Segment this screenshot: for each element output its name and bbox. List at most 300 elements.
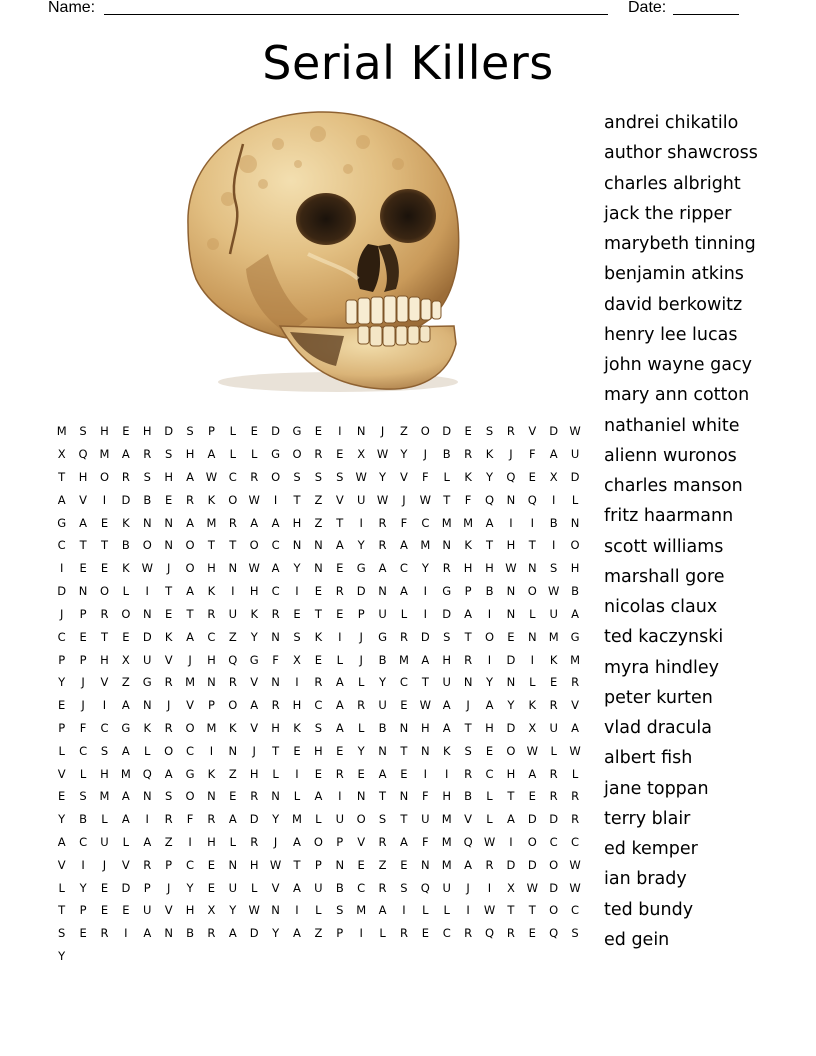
grid-letter[interactable]: W [419,492,432,507]
grid-letter[interactable]: C [485,766,494,781]
grid-letter[interactable]: L [251,447,258,462]
grid-letter[interactable]: A [442,698,451,713]
grid-letter[interactable]: Y [421,561,429,576]
grid-letter[interactable]: V [250,675,259,690]
grid-letter[interactable]: E [314,584,323,599]
grid-letter[interactable]: T [186,606,194,621]
grid-letter[interactable]: H [485,720,494,735]
grid-letter[interactable]: R [378,835,387,850]
grid-letter[interactable]: L [293,789,301,804]
grid-letter[interactable]: A [186,629,194,644]
grid-letter[interactable]: I [359,515,363,530]
grid-letter[interactable]: P [58,720,66,735]
grid-letter[interactable]: J [81,675,85,690]
grid-letter[interactable]: J [59,606,64,621]
grid-letter[interactable]: L [400,606,408,621]
grid-letter[interactable]: I [423,766,428,781]
grid-letter[interactable]: N [207,789,216,804]
grid-letter[interactable]: T [58,903,66,918]
grid-letter[interactable]: M [548,629,559,644]
grid-letter[interactable]: C [399,675,408,690]
grid-letter[interactable]: W [547,584,560,599]
grid-letter[interactable]: O [484,629,495,644]
grid-letter[interactable]: J [166,880,171,895]
grid-letter[interactable]: W [248,903,260,918]
grid-letter[interactable]: V [164,903,173,918]
grid-letter[interactable]: I [487,606,492,621]
grid-letter[interactable]: O [185,720,195,735]
grid-letter[interactable]: J [402,492,406,507]
grid-letter[interactable]: Y [229,903,237,918]
grid-letter[interactable]: Y [357,538,365,553]
grid-letter[interactable]: S [164,789,173,804]
grid-letter[interactable]: D [142,629,152,644]
grid-letter[interactable]: G [271,447,281,462]
grid-letter[interactable]: L [486,812,493,827]
grid-letter[interactable]: R [571,675,580,690]
grid-letter[interactable]: A [57,835,66,850]
grid-letter[interactable]: H [506,538,516,553]
grid-letter[interactable]: V [357,835,366,850]
grid-letter[interactable]: C [79,743,88,758]
grid-letter[interactable]: O [549,903,559,918]
grid-letter[interactable]: K [122,561,130,576]
grid-letter[interactable]: V [164,652,173,667]
grid-letter[interactable]: E [336,447,344,462]
grid-letter[interactable]: D [271,424,281,439]
grid-letter[interactable]: N [292,538,302,553]
grid-letter[interactable]: B [186,926,194,941]
grid-letter[interactable]: S [186,424,194,439]
grid-letter[interactable]: H [421,720,430,735]
grid-letter[interactable]: U [228,880,238,895]
grid-letter[interactable]: N [228,561,238,576]
grid-letter[interactable]: N [463,675,473,690]
grid-letter[interactable]: P [336,835,344,850]
grid-letter[interactable]: U [335,812,344,827]
grid-letter[interactable]: N [356,424,366,439]
grid-letter[interactable]: J [81,698,85,713]
grid-letter[interactable]: K [442,743,451,758]
grid-letter[interactable]: J [166,561,171,576]
grid-letter[interactable]: Z [314,515,323,530]
grid-letter[interactable]: N [570,515,580,530]
grid-letter[interactable]: K [549,652,558,667]
grid-letter[interactable]: D [549,812,559,827]
grid-letter[interactable]: I [295,675,299,690]
grid-letter[interactable]: I [551,538,556,553]
grid-letter[interactable]: F [400,515,408,530]
grid-letter[interactable]: S [571,926,579,941]
grid-letter[interactable]: E [58,789,66,804]
grid-letter[interactable]: O [121,606,131,621]
grid-letter[interactable]: N [142,698,152,713]
grid-letter[interactable]: A [400,584,408,599]
grid-letter[interactable]: G [121,720,131,735]
grid-letter[interactable]: U [421,812,430,827]
grid-letter[interactable]: C [186,743,195,758]
grid-letter[interactable]: F [528,447,536,462]
grid-letter[interactable]: G [142,675,152,690]
grid-letter[interactable]: H [292,698,302,713]
grid-letter[interactable]: L [529,606,536,621]
grid-letter[interactable]: J [423,447,428,462]
grid-letter[interactable]: N [271,675,280,690]
grid-letter[interactable]: R [442,561,451,576]
grid-letter[interactable]: D [249,812,259,827]
grid-letter[interactable]: R [228,515,237,530]
grid-letter[interactable]: H [185,447,195,462]
grid-letter[interactable]: L [101,812,108,827]
grid-letter[interactable]: H [271,720,280,735]
grid-letter[interactable]: Q [484,926,495,941]
grid-letter[interactable]: G [442,584,452,599]
grid-letter[interactable]: H [249,857,259,872]
grid-letter[interactable]: R [506,424,515,439]
grid-letter[interactable]: B [571,584,580,599]
grid-letter[interactable]: A [121,743,130,758]
grid-letter[interactable]: L [550,743,557,758]
grid-letter[interactable]: L [79,766,87,781]
grid-letter[interactable]: P [79,606,87,621]
grid-letter[interactable]: Y [293,561,301,576]
grid-letter[interactable]: E [293,743,301,758]
grid-letter[interactable]: T [443,492,451,507]
grid-letter[interactable]: P [464,584,472,599]
grid-letter[interactable]: Y [507,698,515,713]
grid-letter[interactable]: H [207,835,216,850]
grid-letter[interactable]: T [528,538,536,553]
grid-letter[interactable]: I [209,743,214,758]
date-field-line[interactable] [673,14,739,15]
grid-letter[interactable]: O [527,835,537,850]
grid-letter[interactable]: W [376,492,389,507]
grid-letter[interactable]: A [121,447,130,462]
grid-letter[interactable]: R [549,698,558,713]
grid-letter[interactable]: A [421,652,430,667]
grid-letter[interactable]: K [314,629,323,644]
grid-letter[interactable]: W [569,857,581,872]
grid-letter[interactable]: R [378,538,387,553]
grid-letter[interactable]: I [445,766,449,781]
grid-letter[interactable]: M [441,812,452,827]
grid-letter[interactable]: P [58,652,66,667]
grid-letter[interactable]: R [228,675,237,690]
grid-letter[interactable]: V [57,857,66,872]
grid-letter[interactable]: P [207,424,215,439]
grid-letter[interactable]: W [505,561,517,576]
grid-letter[interactable]: R [335,584,344,599]
grid-letter[interactable]: T [379,789,387,804]
grid-letter[interactable]: Y [357,743,365,758]
grid-letter[interactable]: T [485,538,494,553]
grid-letter[interactable]: H [100,766,109,781]
grid-letter[interactable]: E [122,903,130,918]
grid-letter[interactable]: I [295,766,299,781]
grid-letter[interactable]: A [314,789,323,804]
grid-letter[interactable]: E [400,857,408,872]
grid-letter[interactable]: J [273,835,278,850]
grid-letter[interactable]: A [271,515,280,530]
grid-letter[interactable]: O [185,538,195,553]
grid-letter[interactable]: T [421,675,429,690]
grid-letter[interactable]: H [249,584,259,599]
grid-letter[interactable]: I [102,698,107,713]
grid-letter[interactable]: W [141,561,153,576]
grid-letter[interactable]: E [357,857,365,872]
grid-letter[interactable]: M [441,515,452,530]
grid-letter[interactable]: L [571,766,579,781]
grid-letter[interactable]: M [120,766,131,781]
grid-letter[interactable]: L [229,835,237,850]
grid-letter[interactable]: T [229,538,237,553]
grid-letter[interactable]: H [207,652,216,667]
grid-letter[interactable]: A [378,561,387,576]
grid-letter[interactable]: Z [378,857,387,872]
grid-letter[interactable]: H [292,515,302,530]
grid-letter[interactable]: W [483,903,496,918]
grid-letter[interactable]: L [144,743,151,758]
grid-letter[interactable]: J [359,629,363,644]
grid-letter[interactable]: L [379,926,386,941]
grid-letter[interactable]: V [400,470,408,485]
grid-letter[interactable]: O [549,857,559,872]
grid-letter[interactable]: S [464,743,472,758]
grid-letter[interactable]: T [464,720,472,735]
grid-letter[interactable]: Z [164,835,173,850]
grid-letter[interactable]: O [292,447,302,462]
grid-letter[interactable]: E [100,561,109,576]
grid-letter[interactable]: V [335,492,344,507]
grid-letter[interactable]: T [507,789,515,804]
grid-letter[interactable]: Q [506,470,516,485]
grid-letter[interactable]: G [378,629,388,644]
grid-letter[interactable]: E [464,424,472,439]
grid-letter[interactable]: C [571,835,580,850]
grid-letter[interactable]: R [464,766,473,781]
grid-letter[interactable]: D [356,584,366,599]
grid-letter[interactable]: R [100,606,109,621]
grid-letter[interactable]: T [165,584,173,599]
grid-letter[interactable]: K [464,470,472,485]
grid-letter[interactable]: E [314,766,323,781]
grid-letter[interactable]: O [313,835,323,850]
grid-letter[interactable]: L [58,743,65,758]
grid-letter[interactable]: I [359,926,363,941]
grid-letter[interactable]: H [249,766,259,781]
grid-letter[interactable]: A [528,766,537,781]
grid-letter[interactable]: X [549,470,558,485]
grid-letter[interactable]: E [336,743,344,758]
grid-letter[interactable]: Y [485,675,494,690]
grid-letter[interactable]: N [506,492,516,507]
grid-letter[interactable]: V [79,492,88,507]
grid-letter[interactable]: A [378,766,387,781]
grid-letter[interactable]: I [295,903,299,918]
grid-letter[interactable]: E [100,880,109,895]
grid-letter[interactable]: L [229,424,237,439]
grid-letter[interactable]: N [164,515,173,530]
grid-letter[interactable]: G [570,629,580,644]
grid-letter[interactable]: N [271,789,280,804]
grid-letter[interactable]: A [186,515,194,530]
grid-letter[interactable]: T [58,470,66,485]
grid-letter[interactable]: Y [250,629,258,644]
grid-letter[interactable]: M [420,538,431,553]
grid-letter[interactable]: I [273,492,278,507]
grid-letter[interactable]: I [423,584,428,599]
grid-letter[interactable]: T [528,903,536,918]
grid-letter[interactable]: J [188,652,192,667]
grid-letter[interactable]: X [207,903,216,918]
grid-letter[interactable]: B [464,789,473,804]
grid-letter[interactable]: N [506,606,516,621]
grid-letter[interactable]: E [421,926,429,941]
grid-letter[interactable]: M [56,424,67,439]
grid-letter[interactable]: Q [484,492,495,507]
grid-letter[interactable]: T [336,515,344,530]
grid-letter[interactable]: B [143,492,152,507]
grid-letter[interactable]: V [271,880,280,895]
grid-letter[interactable]: C [79,835,88,850]
grid-letter[interactable]: P [336,926,344,941]
grid-letter[interactable]: R [164,720,173,735]
grid-letter[interactable]: Y [485,470,494,485]
grid-letter[interactable]: D [420,629,430,644]
grid-letter[interactable]: N [164,538,173,553]
grid-letter[interactable]: A [506,812,515,827]
grid-letter[interactable]: I [487,652,492,667]
grid-letter[interactable]: D [442,424,452,439]
grid-letter[interactable]: K [122,515,130,530]
grid-letter[interactable]: R [464,926,473,941]
grid-letter[interactable]: I [145,812,149,827]
grid-letter[interactable]: T [100,538,108,553]
grid-letter[interactable]: E [357,766,365,781]
grid-letter[interactable]: D [57,584,67,599]
grid-letter[interactable]: X [121,652,130,667]
grid-letter[interactable]: Z [228,766,237,781]
grid-letter[interactable]: U [442,675,451,690]
grid-letter[interactable]: F [422,789,429,804]
grid-letter[interactable]: T [400,812,408,827]
grid-letter[interactable]: S [550,561,558,576]
grid-letter[interactable]: P [207,698,215,713]
grid-letter[interactable]: C [399,561,408,576]
grid-letter[interactable]: I [124,926,128,941]
grid-letter[interactable]: F [422,470,429,485]
grid-letter[interactable]: R [271,606,280,621]
grid-letter[interactable]: H [185,903,195,918]
grid-letter[interactable]: R [207,606,216,621]
grid-letter[interactable]: L [315,812,322,827]
grid-letter[interactable]: N [527,629,537,644]
grid-letter[interactable]: P [314,857,322,872]
grid-letter[interactable]: R [121,470,130,485]
grid-letter[interactable]: J [102,857,107,872]
grid-letter[interactable]: R [335,766,344,781]
grid-letter[interactable]: I [338,629,342,644]
grid-letter[interactable]: H [314,743,323,758]
grid-letter[interactable]: K [485,447,494,462]
grid-letter[interactable]: M [441,857,452,872]
grid-letter[interactable]: I [509,835,513,850]
grid-letter[interactable]: A [335,698,344,713]
grid-letter[interactable]: O [228,492,238,507]
grid-letter[interactable]: W [569,880,581,895]
grid-letter[interactable]: O [99,584,109,599]
grid-letter[interactable]: R [506,926,515,941]
grid-letter[interactable]: K [293,720,301,735]
grid-letter[interactable]: R [549,766,558,781]
grid-letter[interactable]: X [528,720,537,735]
grid-letter[interactable]: O [249,538,259,553]
grid-letter[interactable]: R [399,926,408,941]
grid-letter[interactable]: R [357,698,366,713]
grid-letter[interactable]: A [186,584,194,599]
grid-letter[interactable]: O [570,538,580,553]
grid-letter[interactable]: L [251,880,258,895]
grid-letter[interactable]: S [58,926,66,941]
grid-letter[interactable]: M [463,515,474,530]
grid-letter[interactable]: N [228,743,238,758]
grid-letter[interactable]: A [207,447,216,462]
grid-letter[interactable]: G [292,424,302,439]
grid-letter[interactable]: N [207,675,216,690]
grid-letter[interactable]: R [250,789,259,804]
grid-letter[interactable]: W [419,698,432,713]
grid-letter[interactable]: L [315,903,322,918]
grid-letter[interactable]: E [122,424,130,439]
word-search-grid[interactable] [51,420,586,968]
grid-letter[interactable]: H [207,561,216,576]
grid-letter[interactable]: I [487,880,492,895]
grid-letter[interactable]: C [57,538,66,553]
grid-letter[interactable]: O [164,743,174,758]
grid-letter[interactable]: A [250,515,259,530]
grid-letter[interactable]: O [506,743,516,758]
grid-letter[interactable]: Z [314,492,323,507]
grid-letter[interactable]: I [509,515,513,530]
grid-letter[interactable]: N [142,789,152,804]
grid-letter[interactable]: E [314,652,323,667]
grid-letter[interactable]: D [121,492,131,507]
grid-letter[interactable]: A [79,515,88,530]
grid-letter[interactable]: M [99,789,110,804]
grid-letter[interactable]: B [485,584,494,599]
grid-letter[interactable]: A [143,926,152,941]
grid-letter[interactable]: F [422,835,429,850]
grid-letter[interactable]: T [207,538,215,553]
grid-letter[interactable]: V [528,424,537,439]
grid-letter[interactable]: I [81,857,85,872]
grid-letter[interactable]: L [336,652,343,667]
grid-letter[interactable]: E [485,743,494,758]
grid-letter[interactable]: Z [121,675,130,690]
grid-letter[interactable]: I [102,492,107,507]
grid-letter[interactable]: E [507,629,515,644]
grid-letter[interactable]: D [506,857,516,872]
grid-letter[interactable]: N [356,789,366,804]
grid-letter[interactable]: L [272,766,279,781]
grid-letter[interactable]: L [486,789,493,804]
grid-letter[interactable]: A [121,812,130,827]
grid-letter[interactable]: C [357,880,366,895]
grid-letter[interactable]: P [143,880,151,895]
grid-letter[interactable]: A [293,926,301,941]
grid-letter[interactable]: V [464,812,473,827]
grid-letter[interactable]: X [357,447,366,462]
